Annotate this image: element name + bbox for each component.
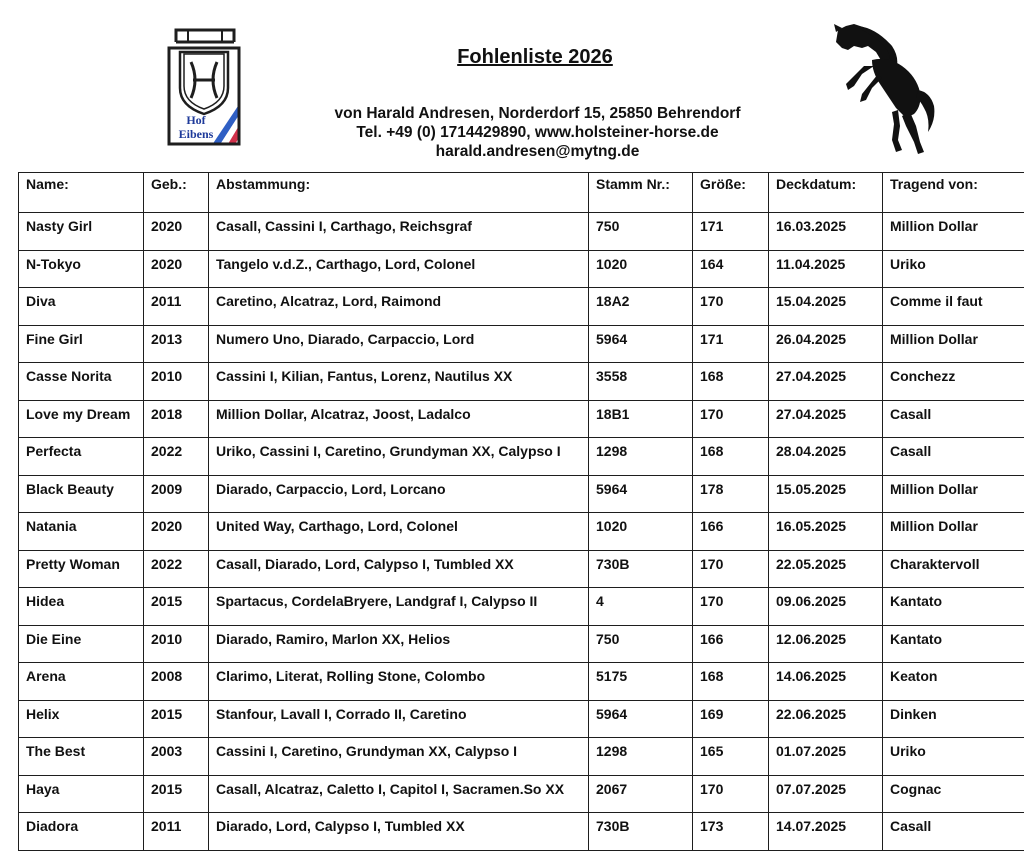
cell-height: 178	[693, 475, 769, 513]
cell-name: Die Eine	[19, 625, 144, 663]
cell-birth-year: 2008	[144, 663, 209, 701]
cell-name: Fine Girl	[19, 325, 144, 363]
table-row	[19, 775, 1024, 813]
cell-cover-date: 01.07.2025	[769, 738, 883, 776]
cell-name: Love my Dream	[19, 400, 144, 438]
cell-name: The Best	[19, 738, 144, 776]
cell-cover-date: 14.07.2025	[769, 813, 883, 851]
cell-height: 168	[693, 363, 769, 401]
cell-cover-date: 07.07.2025	[769, 775, 883, 813]
cell-name: Black Beauty	[19, 475, 144, 513]
cell-height: 173	[693, 813, 769, 851]
cell-name: N-Tokyo	[19, 250, 144, 288]
cell-pedigree: Tangelo v.d.Z., Carthago, Lord, Colonel	[209, 250, 589, 288]
table-header-row	[19, 173, 1024, 213]
cell-name: Nasty Girl	[19, 213, 144, 251]
cell-birth-year: 2003	[144, 738, 209, 776]
cell-stamm-nr: 730B	[589, 550, 693, 588]
cell-pregnant-by: Cognac	[883, 775, 1024, 813]
cell-cover-date: 15.04.2025	[769, 288, 883, 326]
cell-pedigree: Cassini I, Kilian, Fantus, Lorenz, Nautilus XX	[209, 363, 589, 401]
cell-height: 168	[693, 663, 769, 701]
table-row	[19, 813, 1024, 851]
cell-stamm-nr: 730B	[589, 813, 693, 851]
cell-birth-year: 2011	[144, 813, 209, 851]
cell-pedigree: Diarado, Lord, Calypso I, Tumbled XX	[209, 813, 589, 851]
cell-stamm-nr: 18A2	[589, 288, 693, 326]
cell-pedigree: Cassini I, Caretino, Grundyman XX, Calypso I	[209, 738, 589, 776]
cell-stamm-nr: 1020	[589, 250, 693, 288]
cell-height: 164	[693, 250, 769, 288]
cell-pregnant-by: Kantato	[883, 625, 1024, 663]
logo-text-eibens: Eibens	[179, 127, 214, 141]
cell-height: 170	[693, 550, 769, 588]
cell-stamm-nr: 5964	[589, 700, 693, 738]
table-row	[19, 288, 1024, 326]
contact-email: harald.andresen@mytng.de	[0, 142, 1024, 161]
table-row	[19, 663, 1024, 701]
cell-height: 170	[693, 588, 769, 626]
cell-height: 170	[693, 288, 769, 326]
table-row	[19, 438, 1024, 476]
cell-name: Perfecta	[19, 438, 144, 476]
table-row	[19, 625, 1024, 663]
cell-cover-date: 16.05.2025	[769, 513, 883, 551]
column-header-name: Name:	[19, 173, 144, 213]
cell-birth-year: 2020	[144, 213, 209, 251]
cell-pregnant-by: Uriko	[883, 738, 1024, 776]
cell-pregnant-by: Casall	[883, 438, 1024, 476]
table-row	[19, 700, 1024, 738]
cell-height: 170	[693, 400, 769, 438]
cell-name: Diva	[19, 288, 144, 326]
cell-height: 168	[693, 438, 769, 476]
table-row	[19, 363, 1024, 401]
cell-pedigree: Uriko, Cassini I, Caretino, Grundyman XX, Calypso I	[209, 438, 589, 476]
cell-pregnant-by: Million Dollar	[883, 475, 1024, 513]
cell-stamm-nr: 5175	[589, 663, 693, 701]
cell-birth-year: 2013	[144, 325, 209, 363]
cell-pedigree: Casall, Cassini I, Carthago, Reichsgraf	[209, 213, 589, 251]
cell-cover-date: 22.05.2025	[769, 550, 883, 588]
column-header-cover-date: Deckdatum:	[769, 173, 883, 213]
cell-pedigree: Clarimo, Literat, Rolling Stone, Colombo	[209, 663, 589, 701]
cell-pedigree: Casall, Diarado, Lord, Calypso I, Tumbled XX	[209, 550, 589, 588]
column-header-height: Größe:	[693, 173, 769, 213]
cell-birth-year: 2020	[144, 250, 209, 288]
column-header-pregnant-by: Tragend von:	[883, 173, 1024, 213]
table-row	[19, 588, 1024, 626]
table-row	[19, 550, 1024, 588]
cell-pedigree: Caretino, Alcatraz, Lord, Raimond	[209, 288, 589, 326]
cell-name: Casse Norita	[19, 363, 144, 401]
cell-birth-year: 2011	[144, 288, 209, 326]
contact-block	[0, 104, 1024, 161]
cell-stamm-nr: 750	[589, 625, 693, 663]
cell-name: Haya	[19, 775, 144, 813]
cell-pregnant-by: Comme il faut	[883, 288, 1024, 326]
cell-name: Diadora	[19, 813, 144, 851]
cell-pregnant-by: Keaton	[883, 663, 1024, 701]
column-header-pedigree: Abstammung:	[209, 173, 589, 213]
cell-pedigree: Numero Uno, Diarado, Carpaccio, Lord	[209, 325, 589, 363]
cell-birth-year: 2009	[144, 475, 209, 513]
cell-stamm-nr: 1298	[589, 738, 693, 776]
cell-cover-date: 09.06.2025	[769, 588, 883, 626]
cell-stamm-nr: 5964	[589, 325, 693, 363]
cell-pregnant-by: Million Dollar	[883, 325, 1024, 363]
cell-cover-date: 27.04.2025	[769, 363, 883, 401]
cell-stamm-nr: 750	[589, 213, 693, 251]
cell-pedigree: United Way, Carthago, Lord, Colonel	[209, 513, 589, 551]
cell-cover-date: 15.05.2025	[769, 475, 883, 513]
cell-height: 169	[693, 700, 769, 738]
cell-height: 165	[693, 738, 769, 776]
cell-stamm-nr: 2067	[589, 775, 693, 813]
table-row	[19, 250, 1024, 288]
cell-pedigree: Million Dollar, Alcatraz, Joost, Ladalco	[209, 400, 589, 438]
cell-cover-date: 12.06.2025	[769, 625, 883, 663]
cell-pregnant-by: Casall	[883, 813, 1024, 851]
logo-text-hof: Hof	[186, 113, 206, 127]
cell-birth-year: 2020	[144, 513, 209, 551]
cell-pregnant-by: Uriko	[883, 250, 1024, 288]
cell-height: 171	[693, 325, 769, 363]
cell-cover-date: 11.04.2025	[769, 250, 883, 288]
cell-cover-date: 28.04.2025	[769, 438, 883, 476]
column-header-stamm-nr: Stamm Nr.:	[589, 173, 693, 213]
cell-birth-year: 2022	[144, 550, 209, 588]
cell-birth-year: 2015	[144, 775, 209, 813]
cell-birth-year: 2018	[144, 400, 209, 438]
cell-name: Arena	[19, 663, 144, 701]
table-body	[19, 213, 1024, 851]
cell-pregnant-by: Dinken	[883, 700, 1024, 738]
cell-stamm-nr: 1298	[589, 438, 693, 476]
cell-name: Hidea	[19, 588, 144, 626]
cell-birth-year: 2010	[144, 363, 209, 401]
cell-pregnant-by: Conchezz	[883, 363, 1024, 401]
cell-stamm-nr: 4	[589, 588, 693, 626]
cell-birth-year: 2022	[144, 438, 209, 476]
cell-cover-date: 26.04.2025	[769, 325, 883, 363]
foal-table	[18, 172, 1024, 851]
cell-cover-date: 27.04.2025	[769, 400, 883, 438]
cell-cover-date: 14.06.2025	[769, 663, 883, 701]
cell-stamm-nr: 5964	[589, 475, 693, 513]
page-title	[0, 46, 1024, 69]
cell-height: 166	[693, 513, 769, 551]
contact-phone-web: Tel. +49 (0) 1714429890, www.holsteiner-horse.de	[0, 123, 1024, 142]
cell-pregnant-by: Million Dollar	[883, 213, 1024, 251]
cell-birth-year: 2015	[144, 588, 209, 626]
table-row	[19, 475, 1024, 513]
table-row	[19, 400, 1024, 438]
cell-name: Pretty Woman	[19, 550, 144, 588]
cell-pedigree: Stanfour, Lavall I, Corrado II, Caretino	[209, 700, 589, 738]
cell-height: 170	[693, 775, 769, 813]
cell-pregnant-by: Casall	[883, 400, 1024, 438]
cell-pedigree: Diarado, Carpaccio, Lord, Lorcano	[209, 475, 589, 513]
cell-pedigree: Casall, Alcatraz, Caletto I, Capitol I, Sacramen.So XX	[209, 775, 589, 813]
cell-name: Helix	[19, 700, 144, 738]
cell-stamm-nr: 3558	[589, 363, 693, 401]
contact-address: von Harald Andresen, Norderdorf 15, 25850 Behrendorf	[0, 104, 1024, 123]
cell-pregnant-by: Million Dollar	[883, 513, 1024, 551]
cell-pedigree: Spartacus, CordelaBryere, Landgraf I, Calypso II	[209, 588, 589, 626]
cell-birth-year: 2010	[144, 625, 209, 663]
cell-cover-date: 16.03.2025	[769, 213, 883, 251]
page-title-text: Fohlenliste 2026	[457, 46, 613, 68]
cell-cover-date: 22.06.2025	[769, 700, 883, 738]
table-row	[19, 213, 1024, 251]
cell-height: 166	[693, 625, 769, 663]
table-row	[19, 738, 1024, 776]
cell-pregnant-by: Kantato	[883, 588, 1024, 626]
table-row	[19, 513, 1024, 551]
cell-height: 171	[693, 213, 769, 251]
cell-pedigree: Diarado, Ramiro, Marlon XX, Helios	[209, 625, 589, 663]
table-row	[19, 325, 1024, 363]
cell-name: Natania	[19, 513, 144, 551]
cell-pregnant-by: Charaktervoll	[883, 550, 1024, 588]
cell-stamm-nr: 1020	[589, 513, 693, 551]
column-header-birth-year: Geb.:	[144, 173, 209, 213]
cell-birth-year: 2015	[144, 700, 209, 738]
cell-stamm-nr: 18B1	[589, 400, 693, 438]
